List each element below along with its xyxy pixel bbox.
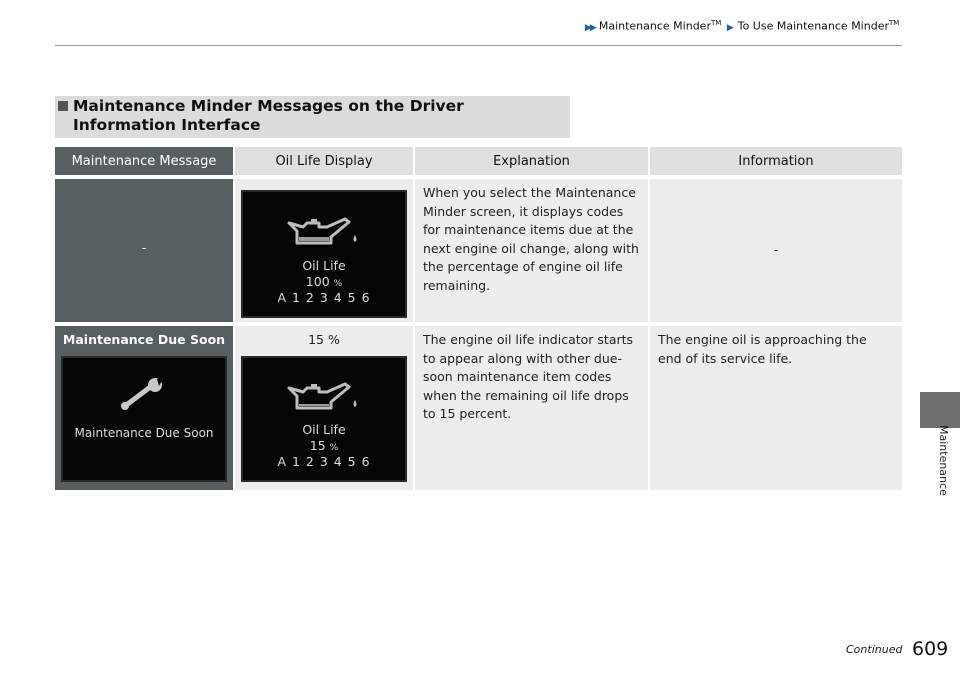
breadcrumb-part2[interactable]: To Use Maintenance Minder	[737, 19, 889, 33]
section-bullet-icon	[58, 101, 68, 111]
header-oil-life-display: Oil Life Display	[235, 147, 413, 175]
oil-life-percentage: 15 %	[309, 438, 339, 453]
maintenance-codes: A 1 2 3 4 5 6	[277, 454, 371, 469]
page-number: 609	[912, 638, 949, 660]
information-text: The engine oil is approaching the end of its service life.	[658, 332, 867, 366]
trademark-mark: TM	[710, 19, 722, 27]
table-row-2-oil-display	[235, 326, 413, 490]
maintenance-codes: A 1 2 3 4 5 6	[277, 290, 371, 305]
oil-can-icon	[285, 213, 365, 253]
breadcrumb	[585, 19, 899, 33]
due-soon-message-text: Maintenance Due Soon	[74, 426, 214, 440]
table-row-1-message	[55, 179, 233, 322]
trademark-mark: TM	[888, 19, 900, 27]
explanation-text: The engine oil life indicator starts to appear along with other due-soon maintenance item codes when the remaining oil life drops to 15 percent.	[423, 332, 634, 421]
table-row-1-information	[650, 179, 902, 322]
oil-life-title: Oil Life	[302, 258, 346, 273]
oil-life-screen	[241, 356, 407, 482]
oil-life-title: Oil Life	[302, 422, 346, 437]
header-information: Information	[650, 147, 902, 175]
table-row-1-oil-display	[235, 179, 413, 322]
message-value: Maintenance Due Soon	[62, 332, 226, 347]
section-header	[55, 96, 570, 138]
wrench-icon	[119, 378, 169, 412]
information-text: -	[773, 243, 779, 257]
section-title: Maintenance Minder Messages on the Driver Information Interface	[73, 97, 464, 134]
continued-label: Continued	[846, 643, 903, 656]
oil-can-icon	[285, 378, 365, 418]
oil-life-percentage: 100 %	[305, 274, 343, 289]
breadcrumb-arrow-icon: ▶▶	[585, 22, 595, 33]
message-value: -	[141, 241, 147, 255]
table-row-2-explanation	[415, 326, 648, 490]
maintenance-due-soon-screen	[61, 356, 227, 482]
breadcrumb-part1[interactable]: Maintenance Minder	[598, 19, 711, 33]
oil-life-screen	[241, 190, 407, 318]
chapter-tab-marker[interactable]	[920, 392, 960, 428]
table-row-2-information	[650, 326, 902, 490]
table-row-2-message	[55, 326, 233, 490]
top-divider	[55, 45, 902, 46]
chapter-tab-label[interactable]: Maintenance	[937, 425, 950, 496]
oil-life-percent-label: 15 %	[308, 332, 340, 347]
breadcrumb-arrow-icon: ▶	[726, 22, 734, 33]
header-explanation: Explanation	[415, 147, 648, 175]
explanation-text: When you select the Maintenance Minder screen, it displays codes for maintenance items due at the next engine oil change, along with the percentage of engine oil life remaining.	[423, 185, 639, 293]
header-maintenance-message: Maintenance Message	[55, 147, 233, 175]
table-row-1-explanation	[415, 179, 648, 322]
